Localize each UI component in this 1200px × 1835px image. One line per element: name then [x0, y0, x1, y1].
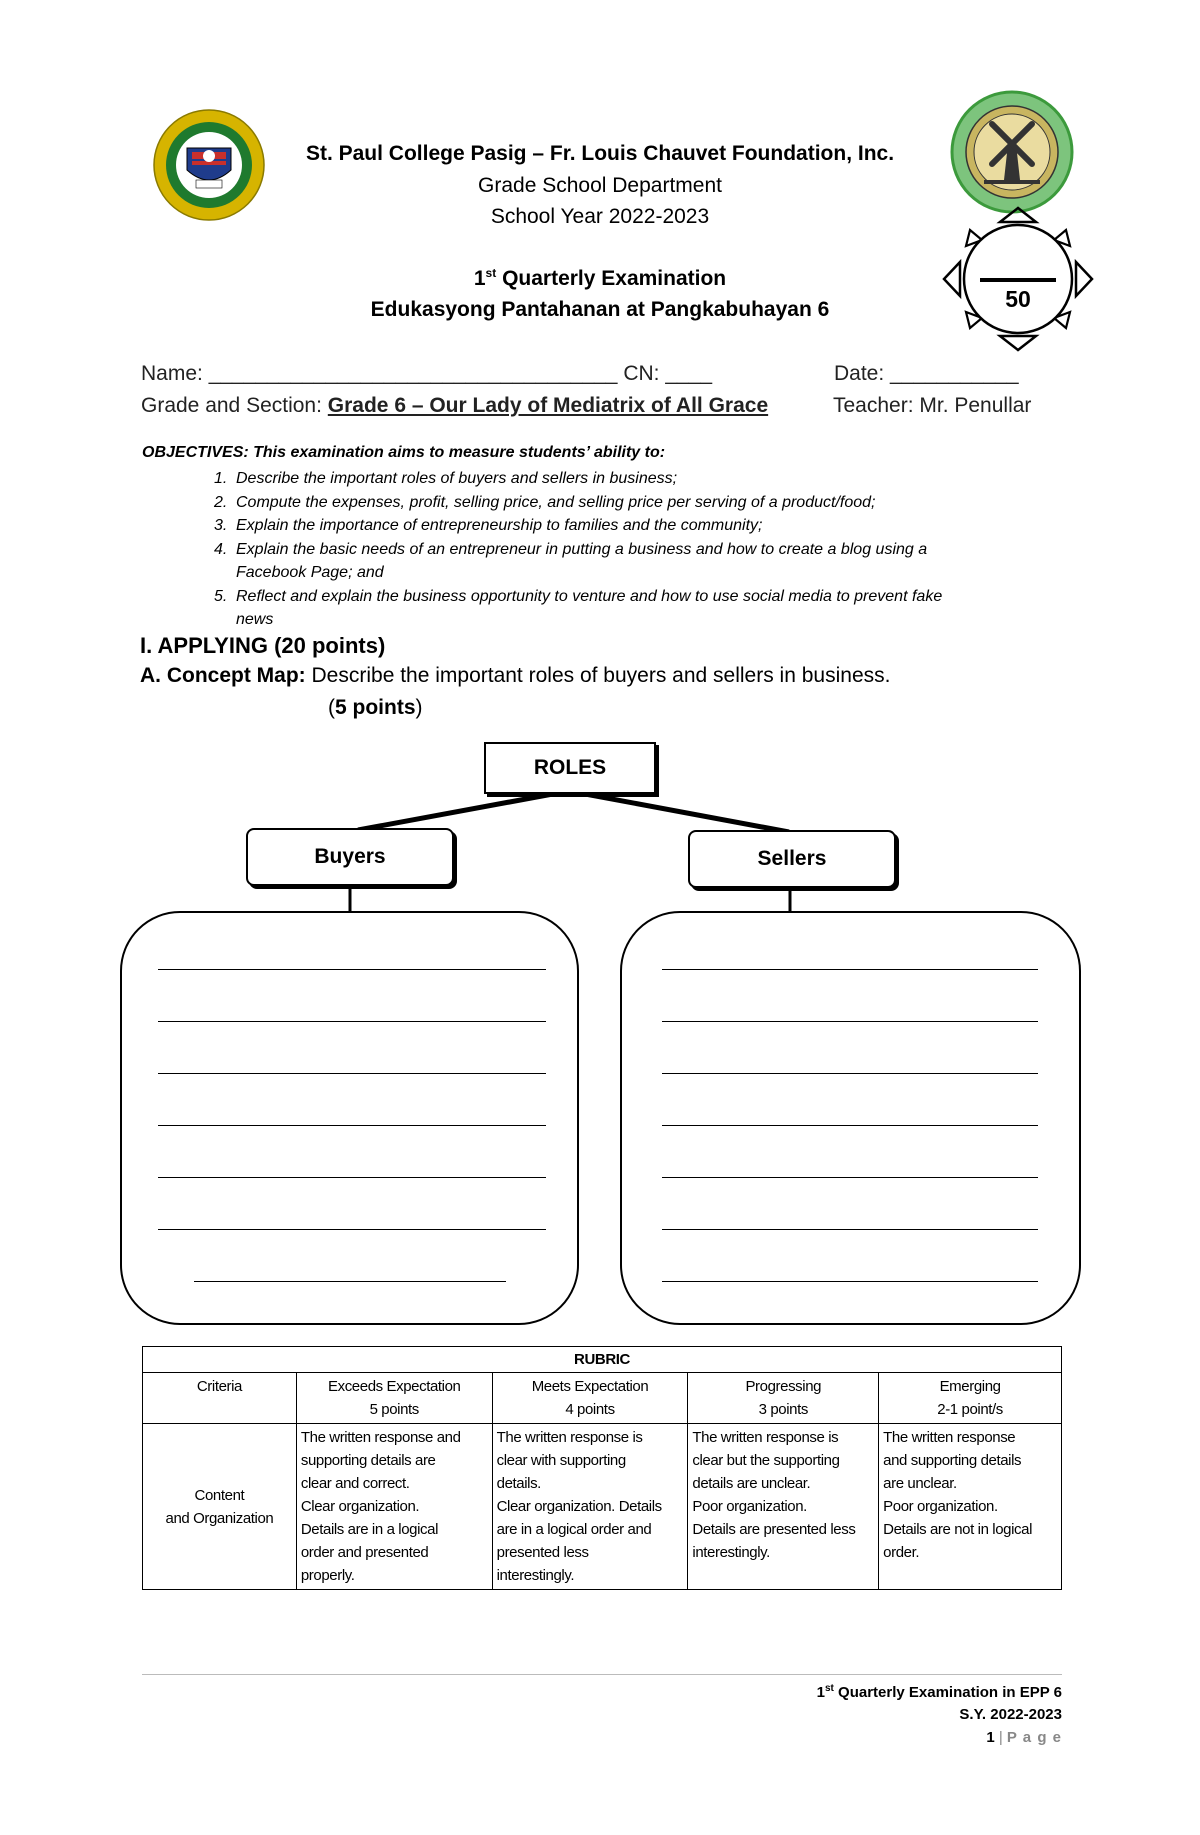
header-points: 4 points [565, 1401, 615, 1418]
header-points: 5 points [369, 1401, 419, 1418]
date-blank[interactable]: ___________ [890, 362, 1019, 385]
cell-line: Clear organization. [300, 1498, 420, 1515]
buyers-answer-box[interactable] [120, 911, 579, 1325]
school-name: St. Paul College Pasig – Fr. Louis Chauvet Foundation, Inc. [305, 142, 895, 165]
objective-line: Explain the basic needs of an entrepreneur in putting a business and how to create a blog using a [236, 540, 928, 558]
rubric-header [143, 1373, 297, 1424]
answer-line[interactable] [158, 1125, 546, 1126]
answer-line[interactable] [158, 1177, 546, 1178]
footer-page [986, 1729, 1062, 1746]
rubric-cell [688, 1424, 879, 1590]
school-year: School Year 2022-2023 [490, 205, 710, 228]
objective-num: 2. [214, 493, 228, 511]
answer-line[interactable] [158, 1021, 546, 1022]
points-value: 5 points [335, 696, 416, 719]
rubric-cell [492, 1424, 688, 1590]
part-label: A. Concept Map: [140, 664, 306, 687]
cell-line: supporting details are [300, 1452, 436, 1469]
date-label: Date: [834, 362, 885, 385]
cell-line: The written response [883, 1429, 1016, 1446]
rubric-cell [879, 1424, 1062, 1590]
objective-line: Compute the expenses, profit, selling price, and selling price per serving of a product/food; [236, 493, 876, 511]
objective-num: 4. [214, 540, 228, 558]
page-number: 1 [986, 1729, 995, 1746]
cell-line: interestingly. [496, 1567, 575, 1584]
cell-line: The written response is [692, 1429, 839, 1446]
cell-line: Clear organization. Details [496, 1498, 662, 1515]
objective-line: Describe the important roles of buyers and sellers in business; [236, 470, 678, 487]
header-label: Criteria [196, 1378, 242, 1395]
header-label: Meets Expectation [531, 1378, 649, 1395]
answer-line[interactable] [662, 1229, 1038, 1230]
rubric-header [492, 1373, 688, 1424]
name-blank[interactable]: ___________________________________ [208, 362, 618, 385]
objective-line: news [236, 611, 274, 628]
objectives-heading: OBJECTIVES: This examination aims to measure students’ ability to: [142, 444, 666, 461]
points-open: ( [328, 696, 335, 719]
answer-line[interactable] [662, 1125, 1038, 1126]
objective-num: 5. [214, 587, 228, 605]
rubric-header [688, 1373, 879, 1424]
cell-line: order. [883, 1544, 920, 1561]
cn-label: CN: [623, 362, 660, 385]
objective-line: Reflect and explain the business opportunity to venture and how to use social media to prevent fake [236, 587, 943, 605]
cell-line: presented less [496, 1544, 589, 1561]
answer-line[interactable] [158, 1229, 546, 1230]
cn-blank[interactable]: ____ [665, 362, 713, 385]
page-separator: | [994, 1729, 1007, 1746]
name-label: Name: [141, 362, 203, 385]
header-label: Progressing [745, 1378, 822, 1395]
answer-line[interactable] [662, 969, 1038, 970]
rubric-criteria-cell [143, 1424, 297, 1590]
cell-line: details are unclear. [692, 1475, 811, 1492]
rubric-header [296, 1373, 492, 1424]
answer-line[interactable] [662, 1073, 1038, 1074]
rubric-header-row [143, 1373, 1062, 1424]
department: Grade School Department [478, 174, 722, 197]
footer-ordinal: 1 [816, 1684, 825, 1701]
exam-label: Quarterly Examination [502, 267, 727, 290]
rubric-header [879, 1373, 1062, 1424]
exam-ordinal-suffix: st [485, 266, 497, 280]
cell-line: Details are presented less [692, 1521, 856, 1538]
part-text: Describe the important roles of buyers and sellers in business. [305, 664, 891, 687]
footer-exam [817, 1683, 1062, 1701]
criteria-line: Content [194, 1486, 245, 1504]
exam-ordinal: 1 [473, 267, 486, 290]
header-points: 2-1 point/s [937, 1401, 1003, 1418]
section-title: I. APPLYING (20 points) [140, 633, 386, 658]
header-label: Emerging [939, 1378, 1001, 1395]
cell-line: are unclear. [883, 1475, 957, 1492]
header-label: Exceeds Expectation [328, 1378, 461, 1395]
cell-line: and supporting details [883, 1452, 1022, 1469]
cell-line: Poor organization. [692, 1498, 807, 1515]
rubric-table [142, 1346, 1062, 1590]
answer-line[interactable] [662, 1021, 1038, 1022]
subject-title: Edukasyong Pantahanan at Pangkabuhayan 6 [370, 298, 830, 321]
roles-node: ROLES [484, 742, 656, 794]
teacher-label: Teacher: Mr. Penullar [833, 394, 1032, 417]
rubric-title: RUBRIC [143, 1347, 1062, 1373]
cell-line: clear but the supporting [692, 1452, 840, 1469]
cell-line: The written response and [300, 1429, 461, 1446]
objective-line: Explain the importance of entrepreneurship to families and the community; [236, 517, 763, 534]
footer-ordinal-suffix: st [824, 1683, 834, 1694]
cell-line: clear with supporting [496, 1452, 626, 1469]
grade-value: Grade 6 – Our Lady of Mediatrix of All Grace [327, 394, 769, 417]
cell-line: details. [496, 1475, 541, 1492]
cell-line: interestingly. [692, 1544, 770, 1561]
total-score: 50 [1005, 286, 1031, 312]
objective-num: 1. [214, 470, 228, 487]
cell-line: properly. [300, 1567, 355, 1584]
objective-line: Facebook Page; and [236, 564, 384, 581]
points-close: ) [415, 696, 423, 719]
sellers-answer-box[interactable] [620, 911, 1081, 1325]
answer-line[interactable] [662, 1177, 1038, 1178]
footer-sy: S.Y. 2022-2023 [959, 1706, 1062, 1723]
footer-divider [142, 1674, 1062, 1675]
grade-label: Grade and Section: [141, 394, 322, 417]
buyers-node: Buyers [246, 828, 454, 886]
answer-line[interactable] [194, 1281, 506, 1282]
rubric-row [143, 1424, 1062, 1590]
answer-line[interactable] [158, 969, 546, 970]
cell-line: Details are in a logical [300, 1521, 439, 1538]
cell-line: Details are not in logical [883, 1521, 1033, 1538]
header-points: 3 points [758, 1401, 808, 1418]
objective-num: 3. [214, 517, 228, 534]
rubric-cell [296, 1424, 492, 1590]
criteria-line: and Organization [165, 1509, 274, 1527]
cell-line: Poor organization. [883, 1498, 998, 1515]
answer-line[interactable] [158, 1073, 546, 1074]
page-word: P a g e [1006, 1729, 1062, 1746]
rubric-title-row [143, 1347, 1062, 1373]
cell-line: are in a logical order and [496, 1521, 652, 1538]
cell-line: order and presented [300, 1544, 429, 1561]
cell-line: The written response is [496, 1429, 643, 1446]
answer-line[interactable] [662, 1281, 1038, 1282]
sellers-node: Sellers [688, 830, 896, 888]
footer-exam-text: Quarterly Examination in EPP 6 [833, 1684, 1062, 1701]
cell-line: clear and correct. [300, 1475, 410, 1492]
